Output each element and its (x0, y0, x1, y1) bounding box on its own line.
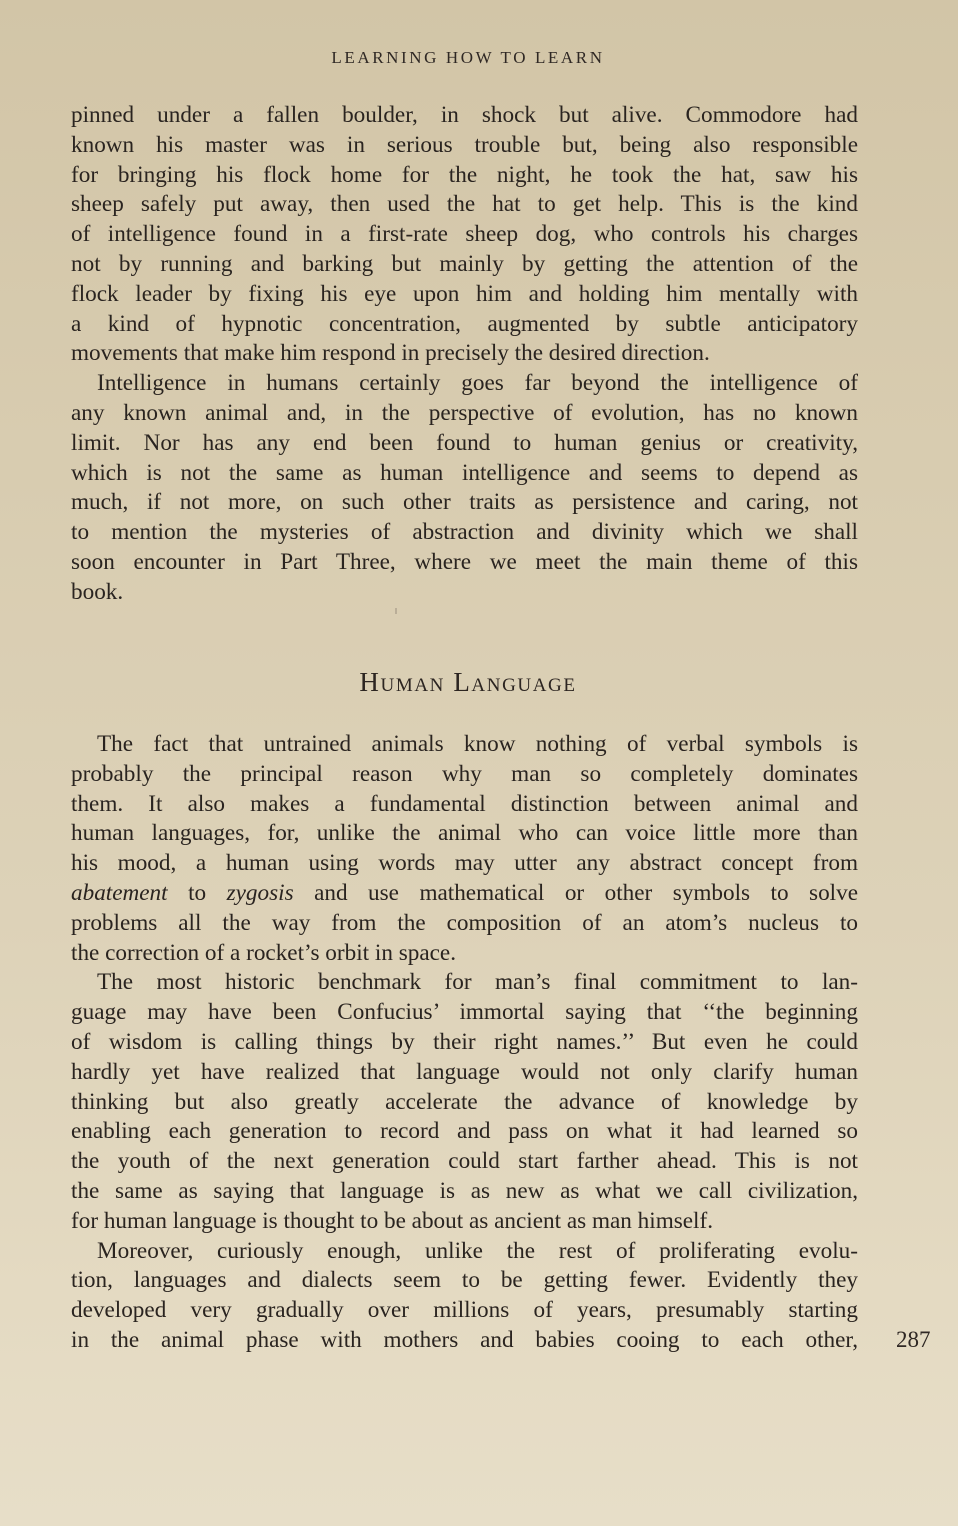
section-heading: Human Language (359, 667, 577, 697)
text-line: guage may have been Confucius’ immortal saying that ‘‘the beginning (71, 999, 858, 1026)
text-line: flock leader by fixing his eye upon him and holding him mentally with (71, 280, 858, 307)
text-line: thinking but also greatly accelerate the advance of knowledge by (71, 1088, 858, 1115)
paragraph-end-line: for human language is thought to be about as ancient as man himself. (71, 1207, 714, 1234)
text-line: developed very gradually over millions of years, presumably starting (71, 1297, 858, 1324)
text-line: much, if not more, on such other traits as persistence and caring, not (71, 489, 858, 516)
text-line: them. It also makes a fundamental distinction between animal and (71, 790, 858, 817)
running-head: LEARNING HOW TO LEARN (331, 48, 605, 67)
italic-word-zygosis: zygosis (226, 879, 294, 906)
text-line: soon encounter in Part Three, where we meet the main theme of this (71, 548, 858, 575)
text-line: hardly yet have realized that language would not only clarify human (71, 1058, 858, 1085)
italic-word-abatement: abatement (71, 879, 168, 906)
text-line: for bringing his flock home for the night, he took the hat, saw his (71, 161, 858, 188)
text-line: the youth of the next generation could start farther ahead. This is not (71, 1148, 858, 1175)
text-line: to mention the mysteries of abstraction and divinity which we shall (71, 519, 858, 546)
text-line: his mood, a human using words may utter any abstract concept from (71, 850, 858, 877)
text-block-human-language (71, 730, 858, 1356)
text-line: human languages, for, unlike the animal who can voice little more than (71, 820, 858, 847)
text-block-intelligence (71, 101, 858, 608)
text-line: known his master was in serious trouble but, being also responsible (71, 131, 858, 158)
paragraph-end-line: the correction of a rocket’s orbit in space. (71, 939, 457, 966)
paragraph-end-line: book. (71, 578, 124, 605)
paragraph-start-line: Moreover, curiously enough, unlike the rest of proliferating evolu- (97, 1237, 858, 1264)
text-line: problems all the way from the composition of an atom’s nucleus to (71, 909, 858, 936)
text-line: limit. Nor has any end been found to human genius or creativity, (71, 429, 858, 456)
text-fragment: and use mathematical or other symbols to solve (293, 879, 858, 906)
text-line: any known animal and, in the perspective of evolution, has no known (71, 399, 858, 426)
text-line: pinned under a fallen boulder, in shock but alive. Commodore had (71, 102, 858, 128)
text-line: enabling each generation to record and pass on what it had learned so (71, 1118, 858, 1145)
text-line: a kind of hypnotic concentration, augmented by subtle anticipatory (71, 310, 858, 337)
paragraph-start-line: The most historic benchmark for man’s final commitment to lan- (97, 969, 858, 996)
text-line: tion, languages and dialects seem to be getting fewer. Evidently they (71, 1267, 858, 1294)
text-line: the same as saying that language is as new as what we call civilization, (71, 1177, 858, 1204)
text-line: in the animal phase with mothers and babies cooing to each other, (71, 1326, 858, 1353)
paragraph-start-line: The fact that untrained animals know nothing of verbal symbols is (97, 731, 858, 757)
text-line: which is not the same as human intelligence and seems to depend as (71, 459, 858, 486)
page-number: 287 (896, 1327, 931, 1352)
text-line-with-italics (71, 879, 858, 909)
paper-speck (395, 608, 397, 614)
text-line: of wisdom is calling things by their right names.’’ But even he could (71, 1028, 858, 1055)
text-line: sheep safely put away, then used the hat to get help. This is the kind (71, 191, 858, 218)
text-fragment: to (167, 879, 227, 906)
text-line: probably the principal reason why man so completely dominates (71, 760, 858, 787)
paragraph-start-line: Intelligence in humans certainly goes far beyond the intelligence of (97, 370, 858, 397)
paragraph-end-line: movements that make him respond in precisely the desired direction. (71, 340, 710, 367)
text-line: not by running and barking but mainly by getting the attention of the (71, 250, 858, 277)
text-line: of intelligence found in a first-rate sheep dog, who controls his charges (71, 221, 858, 248)
